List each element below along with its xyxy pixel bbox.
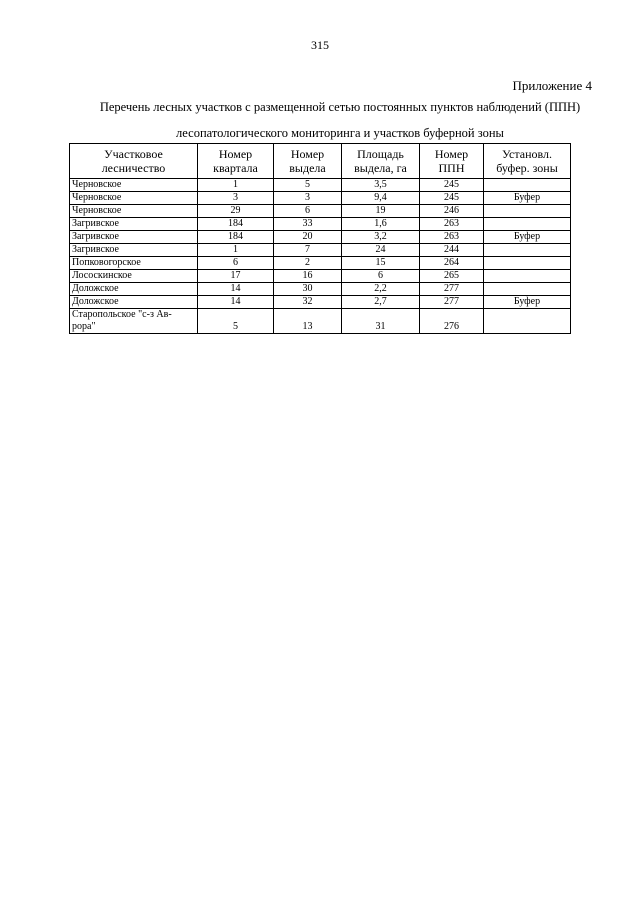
cell-forestry: Доложское [70,296,198,309]
cell-ppn: 263 [420,231,484,244]
cell-quarter: 5 [198,309,274,334]
cell-buffer [484,218,571,231]
table-row [70,192,571,205]
cell-buffer [484,283,571,296]
cell-area: 1,6 [342,218,420,231]
cell-ppn: 244 [420,244,484,257]
header-plot-number: Номер выдела [274,144,342,179]
cell-buffer: Буфер [484,192,571,205]
cell-forestry: Загривское [70,231,198,244]
cell-buffer [484,205,571,218]
cell-quarter: 14 [198,283,274,296]
table-row [70,257,571,270]
cell-area: 6 [342,270,420,283]
cell-ppn: 246 [420,205,484,218]
cell-area: 2,7 [342,296,420,309]
cell-buffer [484,179,571,192]
cell-plot: 20 [274,231,342,244]
header-quarter-number: Номер квартала [198,144,274,179]
cell-ppn: 277 [420,283,484,296]
cell-quarter: 184 [198,231,274,244]
cell-buffer [484,244,571,257]
table-row [70,283,571,296]
header-forestry: Участковое лесничество [70,144,198,179]
cell-ppn: 245 [420,192,484,205]
cell-ppn: 276 [420,309,484,334]
cell-buffer [484,257,571,270]
table-row [70,205,571,218]
cell-plot: 33 [274,218,342,231]
table-header-row [70,144,571,179]
table-row [70,218,571,231]
cell-quarter: 1 [198,179,274,192]
cell-forestry: Лососкинское [70,270,198,283]
cell-area: 9,4 [342,192,420,205]
cell-plot: 30 [274,283,342,296]
cell-plot: 6 [274,205,342,218]
cell-forestry: Загривское [70,244,198,257]
cell-quarter: 1 [198,244,274,257]
cell-forestry: Черновское [70,179,198,192]
document-title-line-1: Перечень лесных участков с размещенной сетью постоянных пунктов наблюдений (ППН) [99,100,581,114]
appendix-label: Приложение 4 [512,78,592,93]
cell-area: 19 [342,205,420,218]
cell-area: 24 [342,244,420,257]
header-buffer-zone: Установл. буфер. зоны [484,144,571,179]
header-plot-area: Площадь выдела, га [342,144,420,179]
cell-forestry: Загривское [70,218,198,231]
cell-ppn: 263 [420,218,484,231]
cell-forestry: Доложское [70,283,198,296]
cell-ppn: 245 [420,179,484,192]
cell-ppn: 277 [420,296,484,309]
cell-quarter: 6 [198,257,274,270]
cell-area: 2,2 [342,283,420,296]
cell-plot: 3 [274,192,342,205]
cell-plot: 2 [274,257,342,270]
cell-area: 31 [342,309,420,334]
cell-plot: 5 [274,179,342,192]
cell-forestry: Старопольское "с-з Ав-рора" [70,309,198,334]
cell-forestry: Черновское [70,205,198,218]
page-number: 315 [311,38,329,52]
cell-ppn: 265 [420,270,484,283]
table-row [70,309,571,334]
forest-plots-table [69,143,571,334]
cell-plot: 13 [274,309,342,334]
cell-plot: 16 [274,270,342,283]
cell-buffer [484,309,571,334]
cell-quarter: 184 [198,218,274,231]
document-title-line-2: лесопатологического мониторинга и участков буферной зоны [176,126,504,140]
table-row [70,270,571,283]
cell-quarter: 3 [198,192,274,205]
table-row [70,244,571,257]
cell-plot: 32 [274,296,342,309]
cell-ppn: 264 [420,257,484,270]
table-row [70,179,571,192]
cell-area: 3,5 [342,179,420,192]
cell-quarter: 29 [198,205,274,218]
cell-quarter: 14 [198,296,274,309]
cell-buffer [484,270,571,283]
cell-forestry: Попковогорское [70,257,198,270]
cell-area: 15 [342,257,420,270]
cell-buffer: Буфер [484,231,571,244]
cell-forestry: Черновское [70,192,198,205]
table-row [70,231,571,244]
cell-quarter: 17 [198,270,274,283]
cell-plot: 7 [274,244,342,257]
header-ppn-number: Номер ППН [420,144,484,179]
table-row [70,296,571,309]
cell-buffer: Буфер [484,296,571,309]
cell-area: 3,2 [342,231,420,244]
